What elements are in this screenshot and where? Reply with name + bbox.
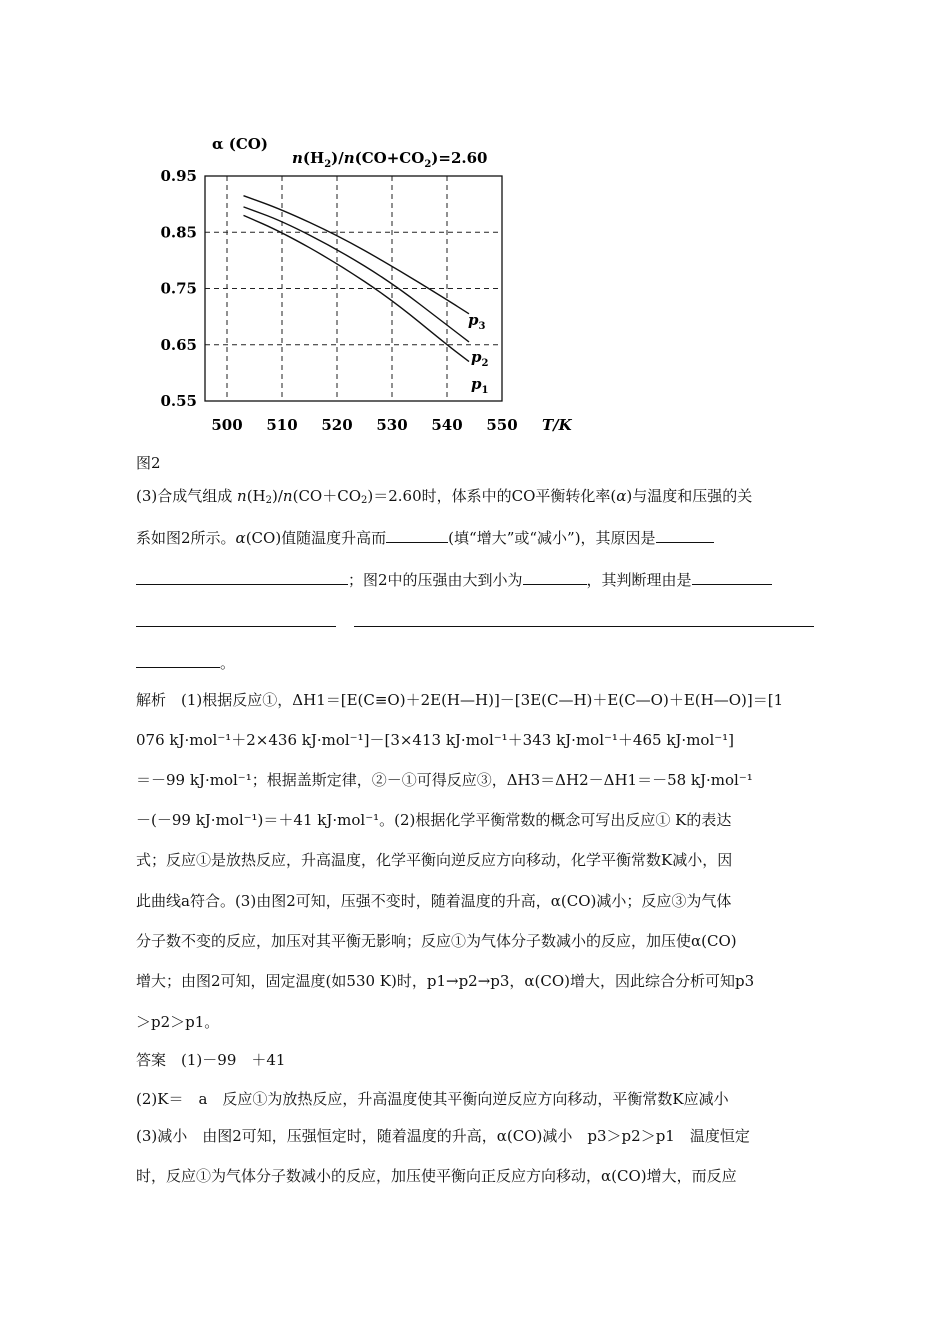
x-tick-label: 520 <box>321 416 353 434</box>
analysis-line-7: 分子数不变的反应，加压对其平衡无影响；反应①为气体分子数减小的反应，加压使α(CO) <box>136 932 737 950</box>
analysis-line-8: 增大；由图2可知，固定温度(如530 K)时，p1→p2→p3，α(CO)增大，因此综合分析可知p3 <box>136 972 755 990</box>
blank-4-cont2[interactable] <box>354 611 814 627</box>
blank-4-cont[interactable] <box>136 611 336 627</box>
blank-3[interactable] <box>523 569 587 585</box>
y-tick-label: 0.75 <box>160 279 197 298</box>
y-tick-label: 0.55 <box>160 392 197 410</box>
answer-line-1: 答案 (1)－99 ＋41 <box>136 1051 286 1069</box>
blank-1[interactable] <box>386 527 448 543</box>
analysis-line-1: 解析 (1)根据反应①，ΔH1＝[E(C≡O)＋2E(H—H)]－[3E(C—H)＋E(C—O)＋E(H—O)]＝[1 <box>136 691 784 709</box>
x-tick-label: 540 <box>431 416 463 434</box>
blank-2-cont[interactable] <box>136 569 348 585</box>
analysis-line-3: ＝－99 kJ·mol⁻¹；根据盖斯定律，②－①可得反应③，ΔH3＝ΔH2－ΔH1＝－58 kJ·mol⁻¹ <box>136 771 753 789</box>
curve-p3 <box>244 196 470 314</box>
x-tick-label: 530 <box>376 416 408 434</box>
y-tick-label: 0.65 <box>160 335 197 354</box>
x-axis-label: T/K <box>542 416 572 434</box>
answer-line-3: (3)减小 由图2可知，压强恒定时，随着温度的升高，α(CO)减小 p3＞p2＞p1 温度恒定 <box>136 1127 750 1145</box>
question-line-2: 系如图2所示。α(CO)值随温度升高而 (填“增大”或“减小”)，其原因是 <box>136 527 816 548</box>
chart-title: $n(H_2)/n(CO+CO_2)=2.60$ <box>292 149 488 170</box>
y-axis-label: α (CO) <box>212 135 268 153</box>
series-label-p1: $p_1$ <box>471 375 489 396</box>
y-tick-label: 0.85 <box>160 223 197 242</box>
answer-line-2: (2)K＝ a 反应①为放热反应，升高温度使其平衡向逆反应方向移动，平衡常数K应减小 <box>136 1090 729 1108</box>
analysis-line-9: ＞p2＞p1。 <box>136 1013 220 1031</box>
figure-caption: 图2 <box>136 454 161 472</box>
y-tick-label: 0.95 <box>160 167 197 185</box>
x-tick-labels <box>211 416 517 434</box>
x-tick-label: 550 <box>486 416 518 434</box>
y-tick-labels <box>160 167 197 410</box>
blank-4[interactable] <box>692 569 772 585</box>
answer-line-4: 时，反应①为气体分子数减小的反应，加压使平衡向正反应方向移动，α(CO)增大，而反应 <box>136 1167 737 1185</box>
x-tick-label: 500 <box>211 416 243 434</box>
question-line-5: 。 <box>136 652 816 673</box>
x-tick-label: 510 <box>266 416 298 434</box>
chart-curves <box>244 196 470 362</box>
blank-4-end[interactable] <box>136 652 220 668</box>
question-line-4 <box>136 611 816 632</box>
analysis-line-4: －(－99 kJ·mol⁻¹)＝＋41 kJ·mol⁻¹。(2)根据化学平衡常数的概念可写出反应① K的表达 <box>136 811 732 829</box>
analysis-line-6: 此曲线a符合。(3)由图2可知，压强不变时，随着温度的升高，α(CO)减小；反应③为气体 <box>136 892 732 910</box>
question-line-1: (3)合成气组成 $n(H_2)/n(CO+CO_2)=2.60$时，体系中的CO平衡转化率(α)与温度和压强的关 <box>136 487 753 506</box>
analysis-line-5: 式；反应①是放热反应，升高温度，化学平衡向逆反应方向移动，化学平衡常数K减小，因 <box>136 851 733 869</box>
curve-p2 <box>244 207 470 342</box>
blank-2[interactable] <box>656 527 714 543</box>
alpha-co-vs-temperature-chart <box>150 130 600 440</box>
analysis-line-2: 076 kJ·mol⁻¹＋2×436 kJ·mol⁻¹]－[3×413 kJ·mol⁻¹＋343 kJ·mol⁻¹＋465 kJ·mol⁻¹] <box>136 731 735 749</box>
question-line-3: ；图2中的压强由大到小为 ，其判断理由是 <box>136 569 816 590</box>
series-label-p2: $p_2$ <box>471 348 489 369</box>
series-label-p3: $p_3$ <box>468 311 486 332</box>
